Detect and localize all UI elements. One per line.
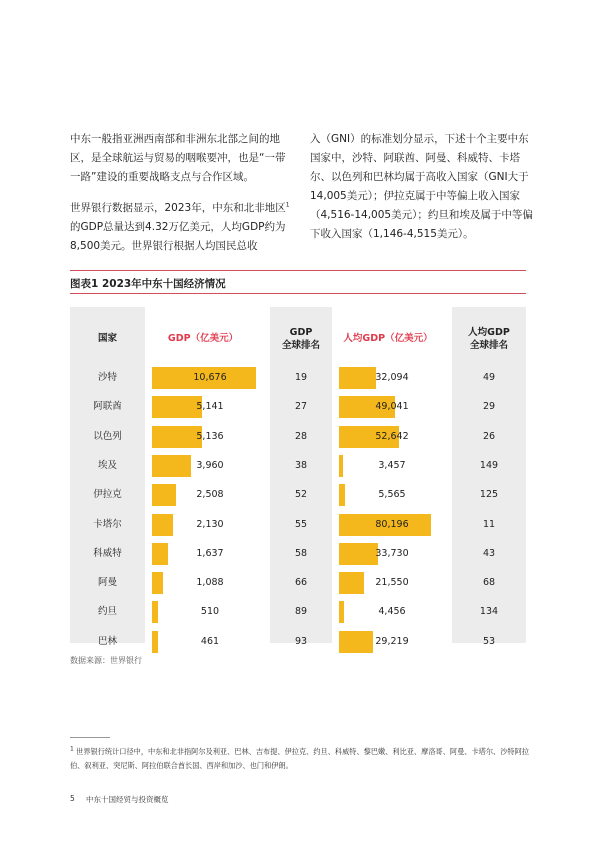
gdp-value-label: 2,508 xyxy=(196,489,224,500)
right-text-column xyxy=(310,130,536,244)
gdp-bar xyxy=(152,601,158,623)
source-note: 数据来源：世界银行 xyxy=(70,656,142,665)
footnote-text: 世界银行统计口径中，中东和北非指阿尔及利亚、巴林、吉布提、伊拉克、约旦、科威特、黎巴嫩、利比亚、摩洛哥、阿曼、卡塔尔、沙特阿拉伯、叙利亚、突尼斯、阿拉伯联合酋长国、西岸和加沙、也门和伊朗。 xyxy=(70,747,529,770)
gdp-pc-value-label: 32,094 xyxy=(375,372,409,383)
gdp-bar xyxy=(152,631,158,653)
footnote-reference[interactable]: 1 xyxy=(285,201,290,209)
header-gdp: GDP（亿美元） xyxy=(167,333,239,344)
figure-title: 图表1 2023年中东十国经济情况 xyxy=(70,278,226,290)
gdp-pc-value-label: 4,456 xyxy=(378,606,406,617)
figure-top-rule xyxy=(70,270,526,271)
gdp-rank-cell: 58 xyxy=(294,548,308,559)
header-country: 国家 xyxy=(97,333,117,344)
gdp-pc-value-label: 49,041 xyxy=(375,401,409,412)
gdp-value-label: 5,141 xyxy=(196,401,224,412)
gdp-pc-rank-cell: 29 xyxy=(482,401,496,412)
left-text-column xyxy=(70,130,292,268)
gdp-pc-value-label: 33,730 xyxy=(375,548,409,559)
country-cell: 沙特 xyxy=(97,372,117,383)
gdp-value-label: 1,637 xyxy=(196,548,224,559)
gdp-pc-value-label: 52,642 xyxy=(375,431,409,442)
gdp-rank-cell: 38 xyxy=(294,460,308,471)
gdp-pc-value-label: 29,219 xyxy=(375,636,409,647)
figure-title-rule xyxy=(70,293,526,294)
world-bank-paragraph xyxy=(70,199,292,256)
gdp-pc-bar xyxy=(339,455,343,477)
country-cell: 阿曼 xyxy=(97,577,117,588)
gdp-rank-cell: 52 xyxy=(294,489,308,500)
intro-paragraph: 中东一般指亚洲西南部和非洲东北部之间的地区，是全球航运与贸易的咽喉要冲，也是“一带一路”建设的重要战略支点与合作区域。 xyxy=(70,133,286,183)
country-cell: 伊拉克 xyxy=(93,489,122,500)
gdp-pc-rank-cell: 149 xyxy=(479,460,499,471)
header-gdp-pc-rank: 人均GDP 全球排名 xyxy=(468,327,510,351)
running-title: 中东十国经贸与投资概览 xyxy=(86,795,169,804)
gdp-pc-value-label: 21,550 xyxy=(375,577,409,588)
gdp-pc-rank-cell: 11 xyxy=(482,519,496,530)
paragraph-text-part2: 的GDP总量达到4.32万亿美元，人均GDP约为8,500美元。世界银行根据人均国民总收 xyxy=(70,221,286,252)
country-cell: 科威特 xyxy=(93,548,122,559)
header-gdp-rank: GDP 全球排名 xyxy=(281,327,320,351)
country-cell: 以色列 xyxy=(93,431,122,442)
gdp-pc-rank-cell: 68 xyxy=(482,577,496,588)
footnote-marker: 1 xyxy=(70,745,74,753)
income-classification-paragraph: 入（GNI）的标准划分显示，下述十个主要中东国家中，沙特、阿联酋、阿曼、科威特、卡塔尔、以色列和巴林均属于高收入国家（GNI大于14,005美元）；伊拉克属于中等偏上收入国家（4,516-14,005美元）；约旦和埃及属于中等偏下收入国家（1,146-4,515美元）。 xyxy=(310,133,533,240)
gdp-pc-rank-cell: 43 xyxy=(482,548,496,559)
gdp-rank-cell: 89 xyxy=(294,606,308,617)
gdp-rank-cell: 28 xyxy=(294,431,308,442)
gdp-pc-rank-cell: 134 xyxy=(479,606,499,617)
gdp-pc-rank-cell: 26 xyxy=(482,431,496,442)
gdp-value-label: 2,130 xyxy=(196,519,224,530)
gdp-value-label: 461 xyxy=(200,636,220,647)
footnote-rule xyxy=(70,737,110,738)
gdp-value-label: 10,676 xyxy=(193,372,227,383)
gdp-rank-cell: 66 xyxy=(294,577,308,588)
gdp-bar xyxy=(152,572,163,594)
gdp-value-label: 5,136 xyxy=(196,431,224,442)
gdp-rank-cell: 19 xyxy=(294,372,308,383)
header-gdp-pc: 人均GDP（亿美元） xyxy=(343,333,433,344)
gdp-pc-bar xyxy=(339,601,344,623)
gdp-rank-cell: 93 xyxy=(294,636,308,647)
gdp-pc-rank-cell: 125 xyxy=(479,489,499,500)
country-cell: 阿联酋 xyxy=(93,401,122,412)
page-number: 5 xyxy=(70,794,75,803)
country-cell: 约旦 xyxy=(97,606,117,617)
gdp-value-label: 510 xyxy=(200,606,220,617)
paragraph-text-part1: 世界银行数据显示，2023年，中东和北非地区 xyxy=(70,202,286,214)
gdp-value-label: 3,960 xyxy=(196,460,224,471)
footnote xyxy=(70,745,530,773)
country-cell: 埃及 xyxy=(97,460,117,471)
gdp-rank-cell: 55 xyxy=(294,519,308,530)
gdp-value-label: 1,088 xyxy=(196,577,224,588)
gdp-pc-value-label: 80,196 xyxy=(375,519,409,530)
country-cell: 卡塔尔 xyxy=(93,519,122,530)
gdp-bar xyxy=(152,543,168,565)
gdp-pc-bar xyxy=(339,484,345,506)
gdp-pc-rank-cell: 53 xyxy=(482,636,496,647)
gdp-pc-rank-cell: 49 xyxy=(482,372,496,383)
country-cell: 巴林 xyxy=(97,636,117,647)
gdp-pc-value-label: 3,457 xyxy=(378,460,406,471)
gdp-rank-cell: 27 xyxy=(294,401,308,412)
gdp-pc-value-label: 5,565 xyxy=(378,489,406,500)
